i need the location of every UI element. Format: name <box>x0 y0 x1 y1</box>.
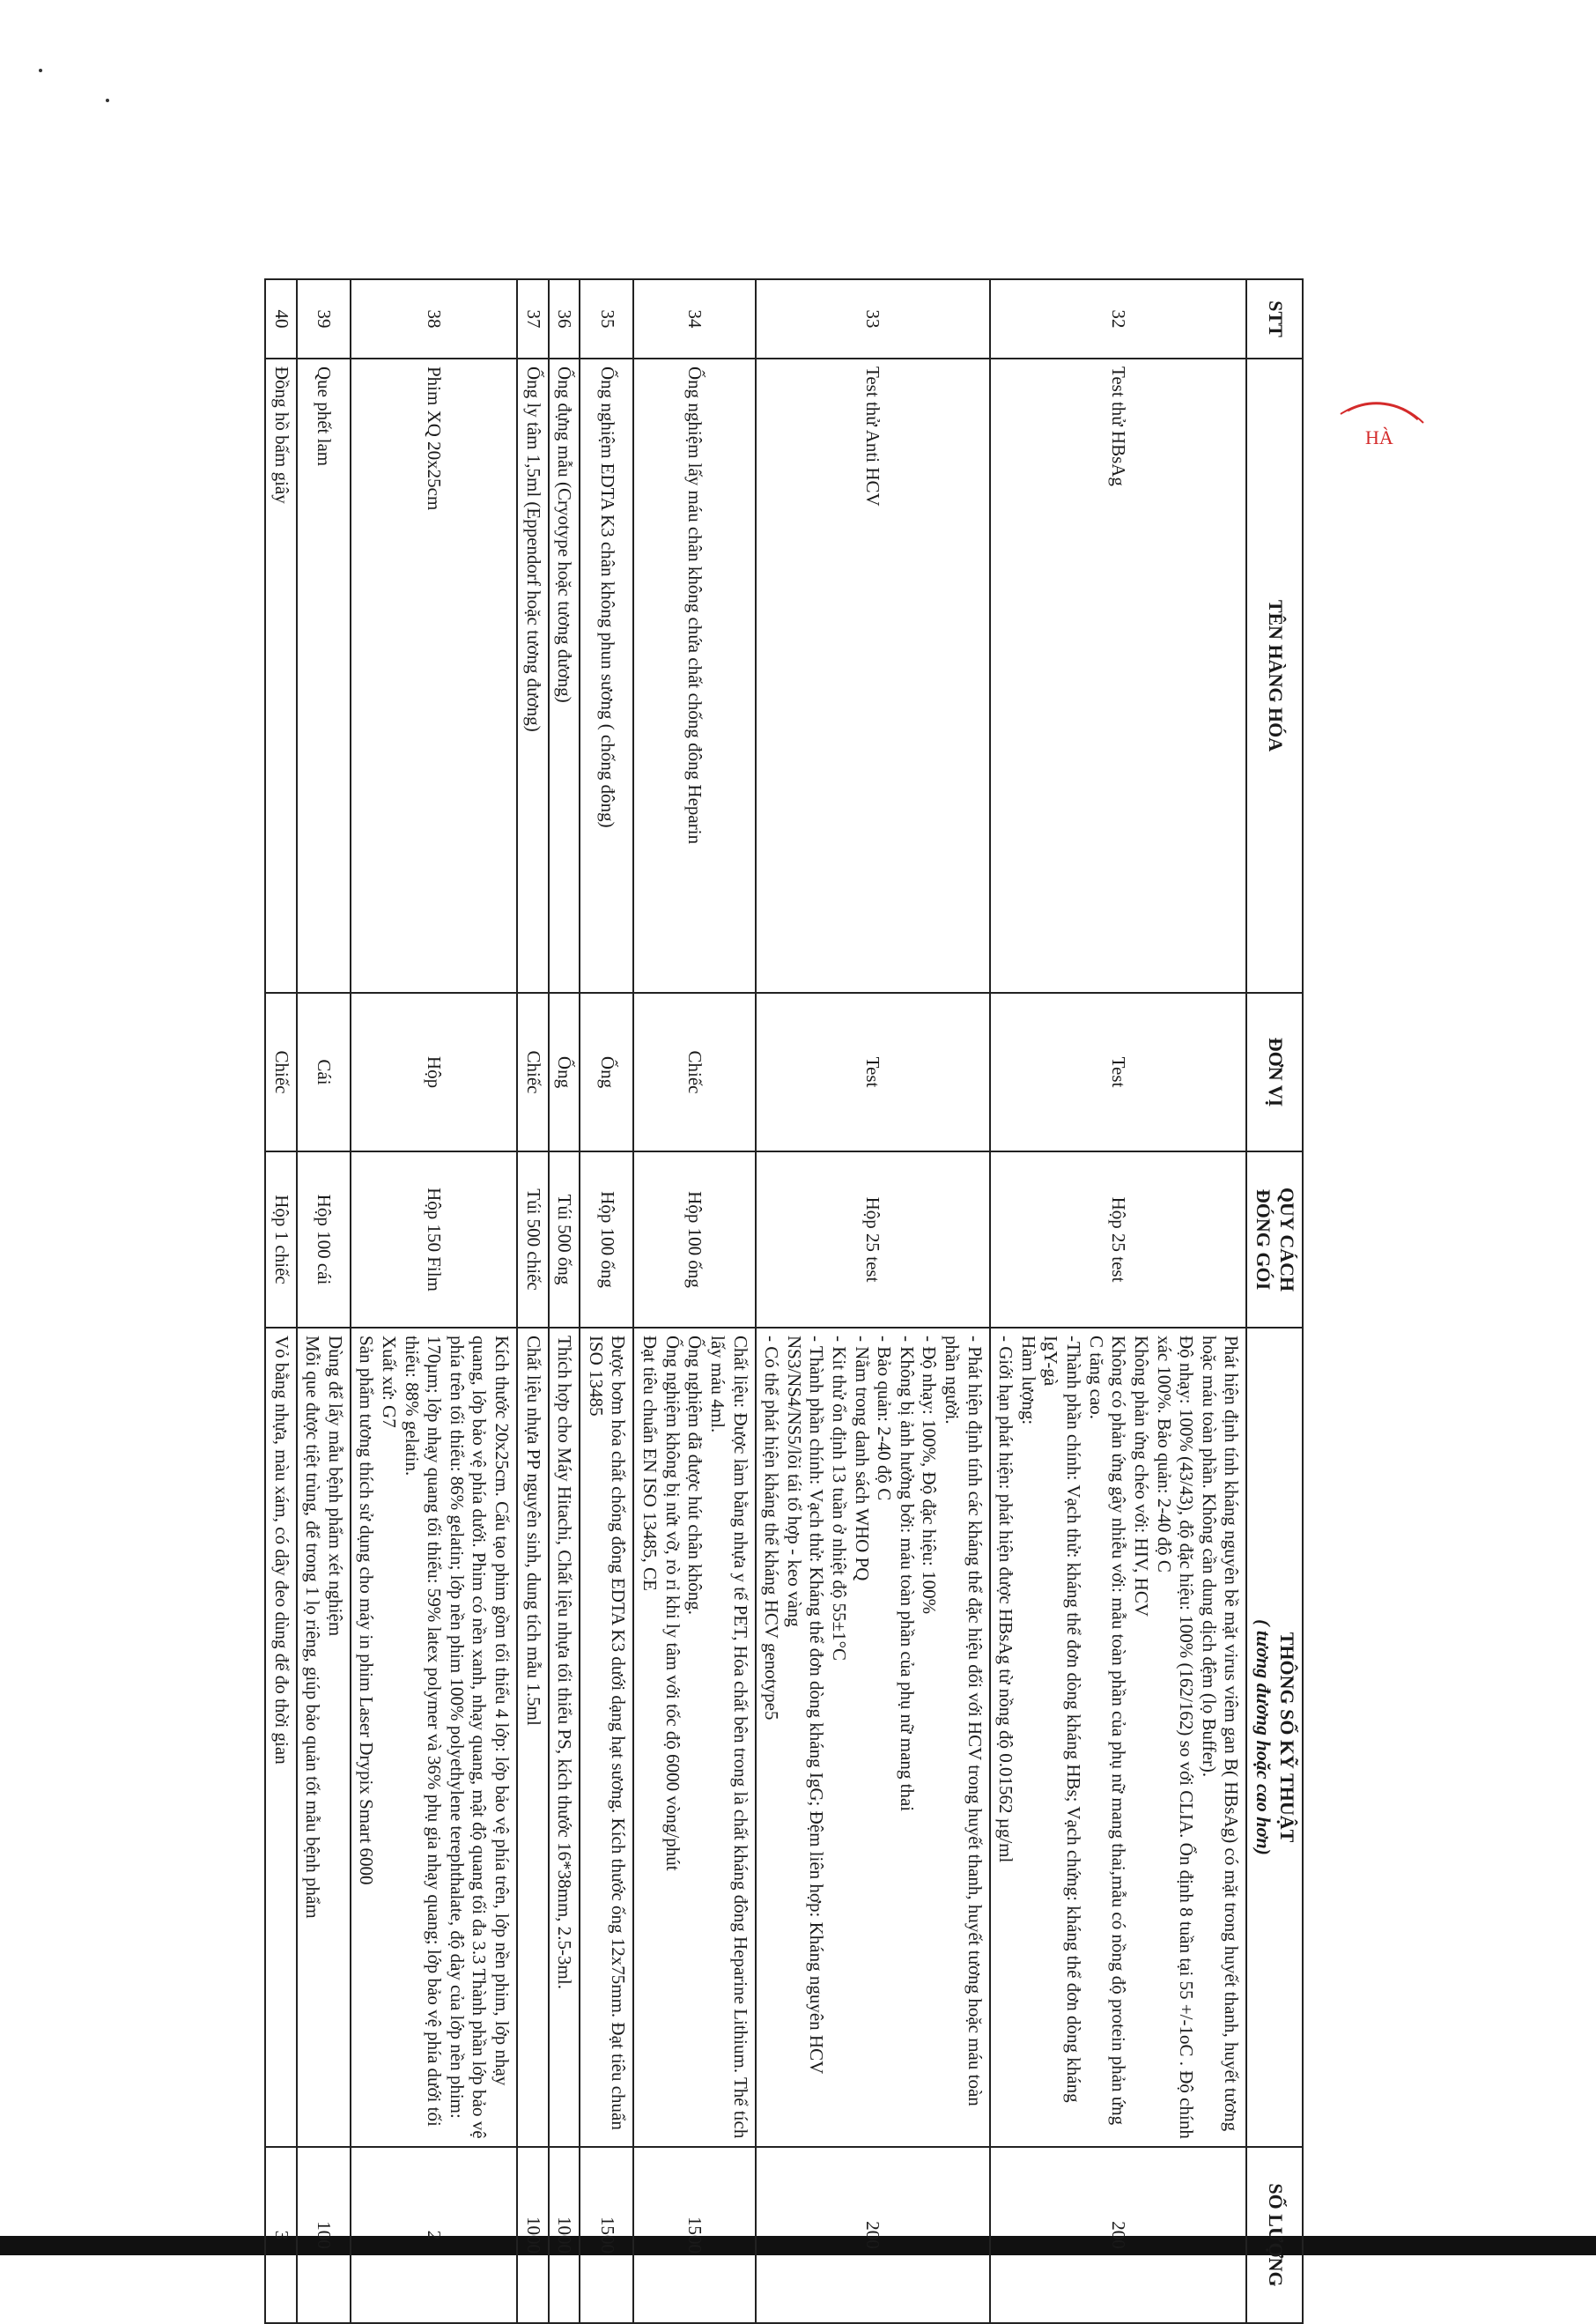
row-stt: 38 <box>351 279 517 359</box>
table-header-row <box>1246 279 1303 2323</box>
table-row <box>580 279 633 2323</box>
scan-speck <box>39 69 42 72</box>
row-stt: 34 <box>634 279 756 359</box>
row-qty: 3 <box>265 2147 297 2323</box>
row-name: Ống ly tâm 1,5ml (Eppendorf hoặc tương đương) <box>517 359 549 993</box>
row-qty: 2 <box>351 2147 517 2323</box>
rotated-page <box>150 278 1453 2322</box>
row-name: Ống nghiệm lấy máu chân không chứa chất chống đông Heparin <box>634 359 756 993</box>
header-spec-title: THÔNG SỐ KỸ THUẬT <box>1276 1632 1298 1843</box>
row-name: Ống đựng mẫu (Cryotype hoặc tương đương) <box>549 359 580 993</box>
row-unit: Test <box>756 993 990 1151</box>
row-unit: Chiếc <box>517 993 549 1151</box>
row-qty: 1000 <box>517 2147 549 2323</box>
row-unit: Test <box>990 993 1247 1151</box>
header-pack: QUY CÁCH ĐÓNG GÓI <box>1246 1151 1303 1328</box>
table-row <box>517 279 549 2323</box>
row-name: Que phết lam <box>297 359 351 993</box>
row-spec: Chất liệu nhựa PP nguyên sinh, dung tích mẫu 1.5ml <box>517 1328 549 2147</box>
row-unit: Ống <box>549 993 580 1151</box>
row-spec: Chất liệu: Được làm bằng nhựa y tế PET, Hóa chất bên trong là chất kháng đông Heparine Lithium. Thể tích lấy máu 4ml. Ống nghiệm đã được hút chân không. Ống nghiệm không bị nứt vỡ, rò rỉ khi ly tâm với tốc độ 6000 vòng/phút Đạt tiêu chuẩn EN ISO 13485, CE <box>634 1328 756 2147</box>
table-row <box>351 279 517 2323</box>
header-stt: STT <box>1246 279 1303 359</box>
row-pack: Hộp 25 test <box>990 1151 1247 1328</box>
table-row <box>297 279 351 2323</box>
row-spec: - Phát hiện định tính các kháng thể đặc hiệu đối với HCV trong huyết thanh, huyết tương hoặc máu toàn phần người. - Độ nhạy: 100%, Độ đặc hiệu: 100% - Không bị ảnh hưởng bởi: máu toàn phần của phụ nữ mang thai - Bảo quản: 2-40 độ C - Nằm trong danh sách WHO PQ - Kit thử ổn định 13 tuần ở nhiệt độ 55±1°C - Thành phần chính: Vạch thử: Kháng thể đơn dòng kháng IgG; Đệm liên hợp: Kháng nguyên HCV NS3/NS4/NS5/lõi tái tổ hợp - keo vàng - Có thể phát hiện kháng thể kháng HCV genotype5 <box>756 1328 990 2147</box>
row-spec: Vỏ bằng nhựa, màu xám, có dây đeo dùng để đo thời gian <box>265 1328 297 2147</box>
row-stt: 36 <box>549 279 580 359</box>
row-stt: 35 <box>580 279 633 359</box>
row-unit: Ống <box>580 993 633 1151</box>
row-unit: Cái <box>297 993 351 1151</box>
row-pack: Hộp 25 test <box>756 1151 990 1328</box>
row-qty: 200 <box>756 2147 990 2323</box>
row-qty: 200 <box>990 2147 1247 2323</box>
row-stt: 32 <box>990 279 1247 359</box>
scan-speck <box>106 99 109 102</box>
row-pack: Túi 500 ống <box>549 1151 580 1328</box>
table-row <box>634 279 756 2323</box>
stamp-text: HÀ <box>1365 426 1393 448</box>
header-name: TÊN HÀNG HÓA <box>1246 359 1303 993</box>
row-qty: 1500 <box>580 2147 633 2323</box>
row-name: Đồng hồ bấm giây <box>265 359 297 993</box>
table-row <box>756 279 990 2323</box>
row-spec: Được bơm hóa chất chống đông EDTA K3 dưới dạng hạt sương. Kích thước ống 12x75mm. Đạt tiêu chuẩn ISO 13485 <box>580 1328 633 2147</box>
row-qty: 1000 <box>549 2147 580 2323</box>
row-unit: Hộp <box>351 993 517 1151</box>
row-pack: Hộp 100 cái <box>297 1151 351 1328</box>
header-unit: ĐƠN VỊ <box>1246 993 1303 1151</box>
row-name: Test thử HBsAg <box>990 359 1247 993</box>
row-stt: 39 <box>297 279 351 359</box>
table-row <box>265 279 297 2323</box>
spec-table <box>264 278 1304 2324</box>
row-qty: 100 <box>297 2147 351 2323</box>
row-stt: 33 <box>756 279 990 359</box>
row-stt: 40 <box>265 279 297 359</box>
row-stt: 37 <box>517 279 549 359</box>
row-pack: Hộp 1 chiếc <box>265 1151 297 1328</box>
header-spec-subtitle: ( tương đương hoặc cao hơn) <box>1252 1619 1275 1855</box>
row-unit: Chiếc <box>634 993 756 1151</box>
row-name: Test thử Anti HCV <box>756 359 990 993</box>
row-spec: Dùng để lấy mẫu bệnh phẩm xét nghiệm Mỗi que được tiệt trùng, để trong 1 lọ riêng, giúp bảo quản tốt mẫu bệnh phẩm <box>297 1328 351 2147</box>
row-pack: Hộp 100 ống <box>580 1151 633 1328</box>
table-row <box>990 279 1247 2323</box>
row-name: Ống nghiệm EDTA K3 chân không phun sương ( chống đông) <box>580 359 633 993</box>
header-spec <box>1246 1328 1303 2147</box>
row-pack: Túi 500 chiếc <box>517 1151 549 1328</box>
row-spec: Kích thước 20x25cm. Cấu tạo phim gồm tối thiểu 4 lớp: lớp bảo vệ phía trên, lớp nền phim, lớp nhạy quang, lớp bảo vệ phía dưới. Phim có nền xanh, nhạy quang, mật độ quang tối đa 3.3 Thành phần lớp bảo vệ phía trên tối thiểu: 86% gelatin; lớp nền phim 100% polyethylene terephthalate, độ dày của lớp nền phim: 170µm; lớp nhạy quang tối thiểu: 59% latex polymer và 36% phụ gia nhạy quang; lớp bảo vệ phía dưới tối thiểu: 88% gelatin. Xuất xứ: G7 Sản phẩm tương thích sử dụng cho máy in phim Laser Drypix Smart 6000 <box>351 1328 517 2147</box>
row-spec: Phát hiện định tính kháng nguyên bề mặt virus viêm gan B( HBsAg) có mặt trong huyết thanh, huyết tương hoặc máu toàn phần. Không cần dung dịch đệm (lọ Buffer). Độ nhạy: 100% (43/43), độ đặc hiệu: 100% (162/162) so với CLIA. Ổn định 8 tuần tại 55 +/-1oC . Độ chính xác 100%. Bảo quản: 2-40 độ C Không phản ứng chéo với: HIV, HCV Không có phản ứng gây nhiễu với: mẫu toàn phần của phụ nữ mang thai,mẫu có nồng độ protein phản ứng C tăng cao. -Thành phần chính: Vạch thử: kháng thể đơn dòng kháng HBs; Vạch chứng: kháng thể đơn dòng kháng IgY-gà Hàm lượng: - Giới hạn phát hiện: phát hiện được HBsAg từ nồng độ 0.01562 µg/ml <box>990 1328 1247 2147</box>
row-name: Phim XQ 20x25cm <box>351 359 517 993</box>
header-qty: SỐ LƯỢNG <box>1246 2147 1303 2323</box>
table-row <box>549 279 580 2323</box>
row-unit: Chiếc <box>265 993 297 1151</box>
row-spec: Thích hợp cho Máy Hitachi, Chất liệu nhựa tối thiểu PS, kích thước 16*38mm, 2.5-3ml. <box>549 1328 580 2147</box>
row-qty: 1500 <box>634 2147 756 2323</box>
row-pack: Hộp 100 ống <box>634 1151 756 1328</box>
row-pack: Hộp 150 Film <box>351 1151 517 1328</box>
red-stamp-seal <box>1312 402 1445 516</box>
